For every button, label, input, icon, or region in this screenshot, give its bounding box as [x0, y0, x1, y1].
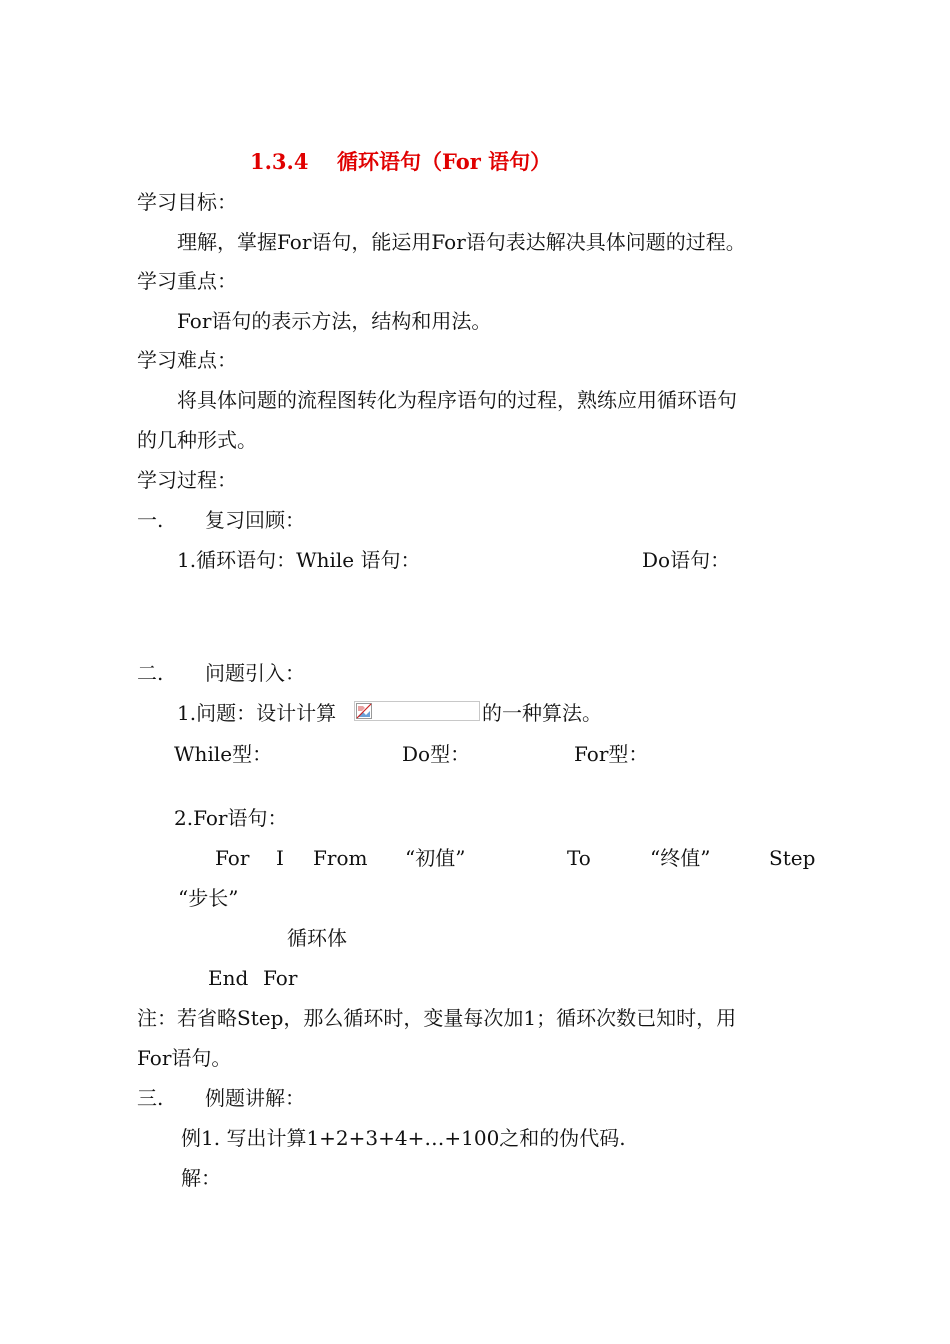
- section1-title: 复习回顾：: [205, 508, 305, 532]
- key-points-text: For语句的表示方法，结构和用法。: [177, 309, 492, 333]
- while-type-label: While型：: [174, 742, 273, 766]
- key-points-heading: 学习重点：: [137, 269, 237, 293]
- syntax-step: Step: [769, 846, 816, 870]
- do-type-label: Do型：: [402, 742, 471, 766]
- question1-prefix: 1.问题：设计计算: [177, 701, 337, 725]
- section3-number: 三.: [137, 1086, 164, 1110]
- syntax-for: For: [215, 846, 250, 870]
- difficulties-heading: 学习难点：: [137, 348, 237, 372]
- syntax-step-value: “步长”: [178, 886, 239, 910]
- section3-title: 例题讲解：: [205, 1086, 305, 1110]
- syntax-end: End: [208, 966, 249, 990]
- section1-number: 一.: [137, 508, 164, 532]
- process-heading: 学习过程：: [137, 468, 237, 492]
- section2-title: 问题引入：: [205, 661, 305, 685]
- difficulties-line2: 的几种形式。: [137, 428, 257, 452]
- syntax-initial-value: “初值”: [405, 846, 466, 870]
- broken-image-icon: [356, 703, 372, 719]
- for-type-label: For型：: [574, 742, 649, 766]
- formula-image: [354, 701, 480, 721]
- syntax-end-for: For: [263, 966, 298, 990]
- example1: 例1. 写出计算1+2+3+4+…+100之和的伪代码.: [181, 1126, 626, 1150]
- question1-suffix: 的一种算法。: [482, 701, 602, 725]
- syntax-from: From: [313, 846, 368, 870]
- section1-item1: 1.循环语句：While 语句：: [177, 548, 421, 572]
- answer-label: 解：: [181, 1166, 221, 1190]
- note-line1: 注：若省略Step，那么循环时，变量每次加1；循环次数已知时，用: [137, 1006, 737, 1030]
- goals-text: 理解，掌握For语句，能运用For语句表达解决具体问题的过程。: [177, 230, 746, 254]
- syntax-i: I: [276, 846, 284, 870]
- section2-number: 二.: [137, 661, 164, 685]
- title-number: 1.3.4: [250, 149, 309, 174]
- for-statement-heading: 2.For语句：: [174, 806, 288, 830]
- goals-heading: 学习目标：: [137, 190, 237, 214]
- page-title: 循环语句（For 语句）: [337, 149, 552, 174]
- difficulties-line1: 将具体问题的流程图转化为程序语句的过程，熟练应用循环语句: [177, 388, 737, 412]
- syntax-to: To: [567, 846, 591, 870]
- syntax-loop-body: 循环体: [287, 926, 347, 950]
- syntax-final-value: “终值”: [650, 846, 711, 870]
- section1-item1-do: Do语句：: [642, 548, 731, 572]
- note-line2: For语句。: [137, 1046, 232, 1070]
